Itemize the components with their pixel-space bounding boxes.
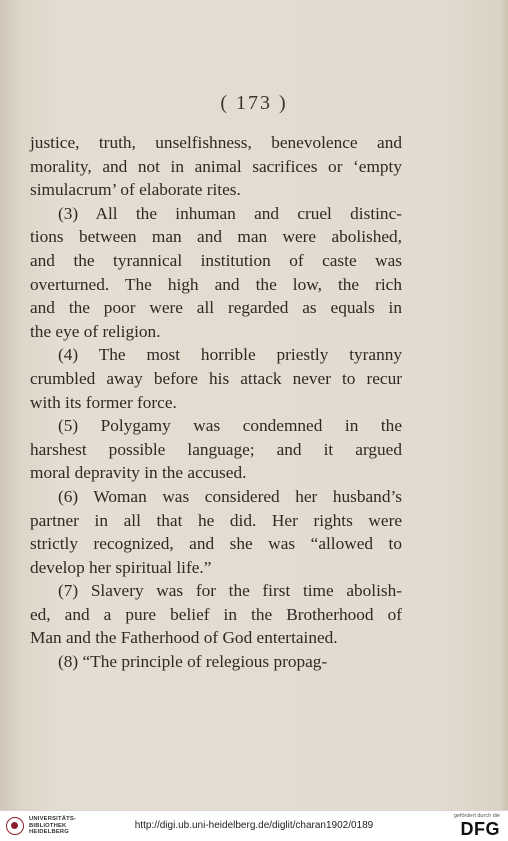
- text-line: (6) Woman was considered her husband’s: [58, 486, 402, 506]
- text-line: overturned. The high and the low, the rich: [30, 274, 402, 294]
- text-line: justice, truth, unselfishness, benevolence and: [30, 133, 402, 152]
- text-line: and the poor were all regarded as equals in: [30, 298, 402, 318]
- text-line: and the tyrannical institution of caste was: [30, 250, 402, 270]
- text-line: simulacrum’ of elaborate rites.: [30, 180, 241, 200]
- page-number: ( 173 ): [220, 92, 288, 114]
- body-text: [30, 131, 402, 674]
- footer-bar: [0, 810, 508, 841]
- text-line: ed, and a pure belief in the Brotherhood of: [30, 604, 402, 624]
- funder-caption: gefördert durch die: [453, 813, 500, 819]
- text-line: moral depravity in the accused.: [30, 463, 247, 483]
- text-line: with its former force.: [30, 392, 177, 412]
- text-line: tions between man and man were abolished,: [30, 227, 402, 247]
- dfg-logo-text: DFG: [460, 819, 500, 839]
- text-line: develop her spiritual life.”: [30, 557, 212, 577]
- text-line: Man and the Fatherhood of God entertained.: [30, 628, 338, 648]
- text-line: crumbled away before his attack never to recur: [30, 368, 402, 388]
- text-line: partner in all that he did. Her rights were: [30, 510, 402, 530]
- permalink-url[interactable]: http://digi.ub.uni-heidelberg.de/diglit/charan1902/0189: [134, 820, 374, 831]
- text-line: (4) The most horrible priestly tyranny: [58, 345, 402, 365]
- text-line: (7) Slavery was for the first time abolish-: [58, 581, 402, 601]
- text-line: harshest possible language; and it argued: [30, 439, 402, 459]
- text-line: (8) “The principle of relegious propag-: [58, 652, 328, 672]
- text-line: (3) All the inhuman and cruel distinc-: [58, 203, 402, 223]
- text-line: strictly recognized, and she was “allowed to: [30, 534, 402, 554]
- text-line: morality, and not in animal sacrifices or ‘empty: [30, 156, 402, 176]
- library-name: UNIVERSITÄTS- BIBLIOTHEK HEIDELBERG: [29, 816, 77, 836]
- dfg-logo[interactable]: [428, 813, 500, 839]
- text-line: the eye of religion.: [30, 321, 161, 341]
- text-line: (5) Polygamy was condemned in the: [58, 416, 402, 436]
